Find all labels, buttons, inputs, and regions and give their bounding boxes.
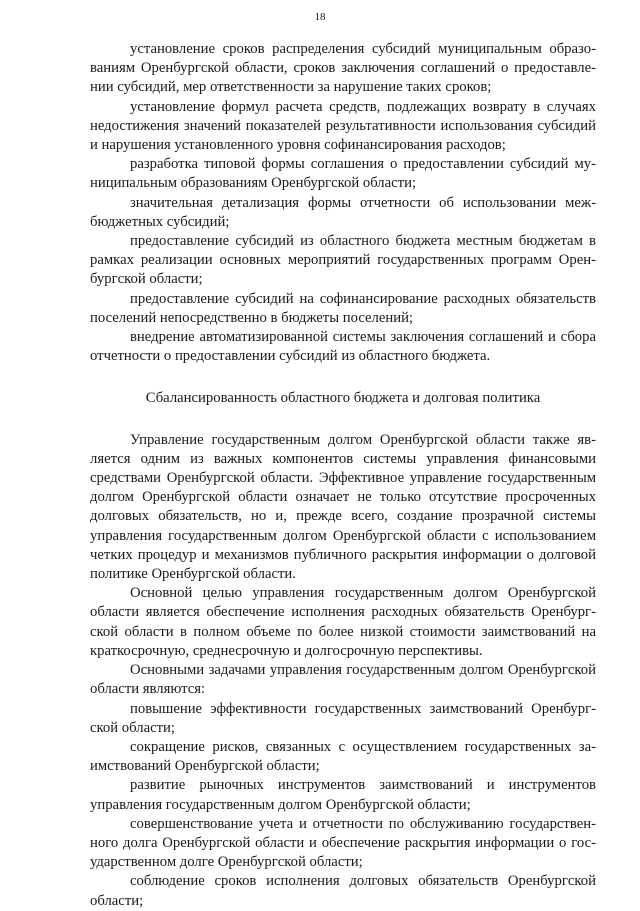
section-heading: Сбалансированность областного бюджета и долговая политика (145, 390, 541, 407)
paragraph: значительная детализация формы отчетности об использовании межбюджетных субсидий; (90, 194, 596, 230)
paragraph: Управление государственным долгом Оренбургской области также является одним из важных компонентов системы управления финансовыми средствами Оренбургской области. Эффективное управление государственным долгом Оренбургской области означает не только отсутствие просроченных долговых обязательств, но и, прежде всего, создание прозрачной системы управления государственным долгом Оренбургской области с использованием четких процедур и механизмов публичного раскрытия информации о долговой политике Оренбургской области. (90, 431, 596, 583)
paragraph: повышение эффективности государственных заимствований Оренбургской области; (90, 700, 596, 736)
paragraph: совершенствование учета и отчетности по обслуживанию государственного долга Оренбургской области и обеспечение раскрытия информации о государственном долге Оренбургской области; (90, 815, 596, 871)
paragraph: установление сроков распределения субсидий муниципальным образованиям Оренбургской области, сроков заключения соглашений о предоставлении субсидий, мер ответственности за нарушение таких сроков; (90, 41, 596, 96)
paragraph: соблюдение сроков исполнения долговых обязательств Оренбургской области; (90, 873, 596, 909)
paragraph: установление формул расчета средств, подлежащих возврату в случаях недостижения значений показателей результативности использования субсидий и нарушения установленного уровня софинансирования расходов; (90, 98, 596, 154)
paragraph: предоставление субсидий на софинансирование расходных обязательств поселений непосредственно в бюджеты поселений; (90, 290, 596, 326)
paragraph: разработка типовой формы соглашения о предоставлении субсидий муниципальным образованиям Оренбургской области; (90, 156, 596, 192)
paragraph: развитие рыночных инструментов заимствований и инструментов управления государственным долгом Оренбургской области; (90, 777, 596, 813)
paragraph: предоставление субсидий из областного бюджета местным бюджетам в рамках реализации основных мероприятий государственных программ Оренбургской области; (90, 233, 596, 288)
paragraph: Основной целью управления государственным долгом Оренбургской области является обеспечение исполнения расходных обязательств Оренбургской области в полном объеме по более низкой стоимости заимствований на краткосрочную, среднесрочную и долгосрочную перспективы. (90, 585, 596, 659)
paragraph: Основными задачами управления государственным долгом Оренбургской области являются: (90, 662, 596, 698)
paragraph: сокращение рисков, связанных с осуществлением государственных заимствований Оренбургской области; (90, 738, 596, 775)
page-number: 18 (314, 11, 326, 23)
document-body (90, 40, 596, 911)
paragraph: внедрение автоматизированной системы заключения соглашений и сбора отчетности о предоставлении субсидий из областного бюджета. (90, 329, 596, 365)
